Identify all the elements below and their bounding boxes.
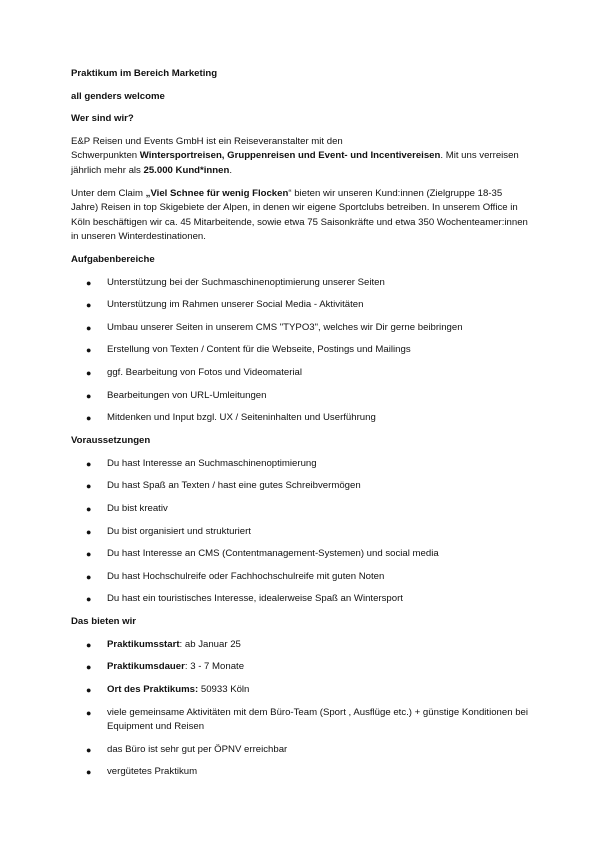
bullet-icon: ● bbox=[86, 744, 92, 755]
list-item-text: Du hast Hochschulreife oder Fachhochschulreife mit guten Noten bbox=[107, 570, 385, 582]
list-item-text: Du hast Interesse an CMS (Contentmanagement-Systemen) und social media bbox=[107, 548, 439, 560]
list-item-text: Du hast ein touristisches Interesse, idealerweise Spaß an Wintersport bbox=[107, 593, 403, 605]
intro-text-b: Schwerpunkten bbox=[71, 150, 140, 162]
intro-text-d: . bbox=[229, 164, 233, 176]
bullet-icon: ● bbox=[86, 684, 92, 695]
bullet-icon: ● bbox=[86, 549, 92, 560]
list-item bbox=[71, 457, 531, 472]
list-item-text: Du bist organisiert und strukturiert bbox=[107, 525, 251, 537]
list-item-text: Bearbeitungen von URL-Umleitungen bbox=[107, 389, 267, 401]
list-item bbox=[71, 592, 531, 607]
offer-start-value: : ab Januar 25 bbox=[179, 638, 241, 650]
section-heading-who: Wer sind wir? bbox=[71, 113, 134, 125]
list-item bbox=[71, 765, 531, 780]
bullet-icon: ● bbox=[86, 639, 92, 650]
offer-duration-value: : 3 - 7 Monate bbox=[184, 661, 245, 673]
intro-text-c: . Mit uns verreisen jährlich mehr als bbox=[71, 150, 519, 176]
bullet-icon: ● bbox=[86, 526, 92, 537]
bullet-icon: ● bbox=[86, 662, 92, 673]
list-item-text: vergütetes Praktikum bbox=[107, 766, 198, 778]
list-item bbox=[71, 479, 531, 494]
bullet-icon: ● bbox=[86, 571, 92, 582]
list-item bbox=[71, 298, 531, 313]
intro-customer-count: 25.000 Kund*innen bbox=[143, 164, 230, 176]
list-item bbox=[71, 389, 531, 404]
list-item bbox=[71, 660, 531, 675]
bullet-icon: ● bbox=[86, 503, 92, 514]
offer-start-label: Praktikumsstart bbox=[107, 638, 180, 650]
company-claim-paragraph bbox=[71, 187, 531, 245]
list-item-text: ggf. Bearbeitung von Fotos und Videomaterial bbox=[107, 367, 303, 379]
claim-text-a: Unter dem Claim bbox=[71, 187, 146, 199]
list-item bbox=[71, 276, 531, 291]
list-item-text: Du hast Interesse an Suchmaschinenoptimierung bbox=[107, 457, 317, 469]
list-item bbox=[71, 743, 531, 758]
list-item bbox=[71, 525, 531, 540]
list-item-text: Erstellung von Texten / Content für die Webseite, Postings und Mailings bbox=[107, 344, 411, 356]
list-item bbox=[71, 366, 531, 381]
list-item bbox=[71, 638, 531, 653]
company-intro-paragraph bbox=[71, 135, 531, 179]
list-item bbox=[71, 321, 531, 336]
offer-list bbox=[71, 638, 531, 780]
list-item-text: Du hast Spaß an Texten / hast eine gutes Schreibvermögen bbox=[107, 480, 361, 492]
job-title: Praktikum im Bereich Marketing bbox=[71, 68, 218, 79]
list-item bbox=[71, 706, 531, 735]
list-item-text: Unterstützung im Rahmen unserer Social Media - Aktivitäten bbox=[107, 299, 364, 311]
bullet-icon: ● bbox=[86, 300, 92, 311]
list-item-text: Du bist kreativ bbox=[107, 502, 168, 514]
section-heading-tasks: Aufgabenbereiche bbox=[71, 253, 155, 265]
list-item bbox=[71, 547, 531, 562]
bullet-icon: ● bbox=[86, 594, 92, 605]
bullet-icon: ● bbox=[86, 767, 92, 778]
offer-place-value: 50933 Köln bbox=[198, 683, 250, 695]
list-item bbox=[71, 683, 531, 698]
section-heading-requirements: Voraussetzungen bbox=[71, 435, 151, 447]
list-item-text: Mitdenken und Input bzgl. UX / Seiteninhalten und Userführung bbox=[107, 412, 376, 424]
list-item bbox=[71, 411, 531, 426]
bullet-icon: ● bbox=[86, 322, 92, 333]
intro-focus-areas: Wintersportreisen, Gruppenreisen und Event- und Incentivereisen bbox=[139, 150, 441, 162]
offer-duration-label: Praktikumsdauer bbox=[107, 661, 185, 673]
job-subtitle: all genders welcome bbox=[71, 90, 165, 102]
claim-text-b: “ bieten wir unseren Kund:innen (Zielgruppe 18-35 Jahre) Reisen in top Skigebiete der Alpen, in denen wir eigene Sportclubs betreiben. In unserem Office in Köln beschäftigen wir ca. 45 Mitarbeitende, sowie etwa 75 Saisonkräfte und etwa 350 Wochenteamer:innen in unseren Winterdestinationen. bbox=[71, 187, 528, 243]
requirements-list bbox=[71, 457, 531, 607]
bullet-icon: ● bbox=[86, 458, 92, 469]
bullet-icon: ● bbox=[86, 481, 92, 492]
list-item bbox=[71, 502, 531, 517]
list-item-text: Unterstützung bei der Suchmaschinenoptimierung unserer Seiten bbox=[107, 276, 385, 288]
section-heading-offer: Das bieten wir bbox=[71, 616, 137, 628]
bullet-icon: ● bbox=[86, 390, 92, 401]
document-body bbox=[71, 67, 531, 788]
tasks-list bbox=[71, 276, 531, 426]
offer-place-label: Ort des Praktikums: bbox=[107, 683, 199, 695]
bullet-icon: ● bbox=[86, 413, 92, 424]
list-item-text: das Büro ist sehr gut per ÖPNV erreichbar bbox=[107, 743, 288, 755]
bullet-icon: ● bbox=[86, 707, 92, 718]
list-item bbox=[71, 570, 531, 585]
intro-text-a: E&P Reisen und Events GmbH ist ein Reiseveranstalter mit den bbox=[71, 135, 343, 147]
list-item bbox=[71, 343, 531, 358]
bullet-icon: ● bbox=[86, 277, 92, 288]
list-item-text: viele gemeinsame Aktivitäten mit dem Büro-Team (Sport , Ausflüge etc.) + günstige Konditionen bei Equipment und Reisen bbox=[107, 706, 529, 733]
bullet-icon: ● bbox=[86, 345, 92, 356]
claim-slogan: „Viel Schnee für wenig Flocken bbox=[145, 187, 289, 199]
list-item-text: Umbau unserer Seiten in unserem CMS "TYPO3", welches wir Dir gerne beibringen bbox=[107, 321, 463, 333]
bullet-icon: ● bbox=[86, 368, 92, 379]
